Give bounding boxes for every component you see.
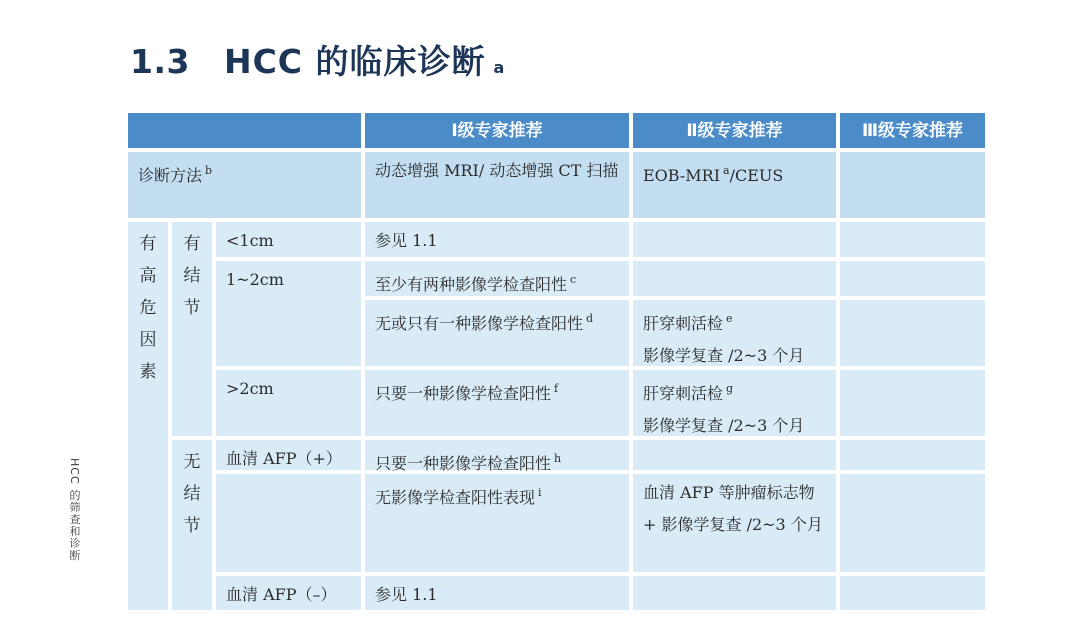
method-level3 — [840, 152, 985, 218]
followup-text: 影像学复查 /2~3 个月 — [643, 346, 805, 365]
r1to2-level1-text: 至少有两种影像学检查阳性 — [375, 275, 568, 294]
footnote-d: d — [586, 312, 594, 325]
afp-neg-level3 — [840, 576, 985, 610]
group-no-nodule-char: 无 — [183, 452, 201, 472]
method-level2 — [633, 152, 836, 218]
biopsy-text: 肝穿刺活检 — [643, 314, 724, 333]
afp-pos-level1-text: 只要一种影像学检查阳性 — [375, 454, 552, 473]
afp-neg-level1-text: 参见 1.1 — [375, 585, 438, 604]
section-number: 1.3 — [130, 42, 190, 81]
gt2cm-level1 — [365, 370, 629, 436]
afp-pos-level2 — [633, 440, 836, 470]
size-lt1cm: <1cm — [216, 222, 361, 257]
header-blank — [128, 113, 361, 148]
diagnosis-table — [128, 113, 976, 604]
afp-negative-label: 血清 AFP（–） — [226, 585, 337, 604]
lt1cm-level3 — [840, 222, 985, 257]
method-label-cell — [128, 152, 361, 218]
footnote-i: i — [538, 486, 542, 499]
r1to2b-level1 — [365, 300, 629, 366]
r1to2-level2 — [633, 261, 836, 296]
afp-neg-level1 — [365, 576, 629, 610]
gt2cm-level3 — [840, 370, 985, 436]
method-label-sup: b — [205, 164, 213, 177]
footnote-c: c — [570, 273, 577, 286]
group-nodule-char: 结 — [183, 266, 201, 286]
r1to2-level1 — [365, 261, 629, 296]
method-level2-text: EOB-MRI — [643, 166, 721, 185]
footnote-e: e — [726, 312, 733, 325]
section-title — [130, 36, 504, 86]
header-level2: Ⅱ级专家推荐 — [633, 113, 836, 148]
afp-pos-b-level1-text: 无影像学检查阳性表现 — [375, 488, 536, 507]
afp-pos-level3 — [840, 440, 985, 470]
group-high-risk-char: 素 — [139, 362, 157, 382]
group-with-nodule — [172, 222, 212, 436]
tumor-marker-text: 血清 AFP 等肿瘤标志物 + 影像学复查 /2~3 个月 — [643, 483, 823, 534]
side-running-label: HCC 的筛查和诊断 — [68, 458, 81, 562]
group-high-risk-char: 高 — [139, 266, 157, 286]
section-heading: HCC 的临床诊断 — [223, 42, 486, 81]
r1to2b-level2 — [633, 300, 836, 366]
group-high-risk — [128, 222, 168, 610]
group-no-nodule-char: 节 — [183, 516, 201, 536]
afp-pos-level1 — [365, 440, 629, 473]
title-footnote-mark: a — [493, 58, 505, 77]
r1to2b-level3 — [840, 300, 985, 366]
method-level2-sup: a — [723, 164, 730, 177]
afp-pos-size-blank — [216, 474, 361, 572]
afp-negative — [216, 576, 361, 610]
followup-text: 影像学复查 /2~3 个月 — [643, 416, 805, 435]
group-no-nodule — [172, 440, 212, 610]
group-high-risk-char: 危 — [139, 298, 157, 318]
size-1to2cm: 1~2cm — [216, 261, 361, 366]
afp-pos-b-level2 — [633, 474, 836, 572]
method-label: 诊断方法 — [138, 166, 203, 185]
gt2cm-level2 — [633, 370, 836, 436]
afp-positive: 血清 AFP（+） — [216, 440, 361, 470]
footnote-g: g — [726, 382, 734, 395]
lt1cm-level2 — [633, 222, 836, 257]
group-high-risk-char: 有 — [139, 234, 157, 254]
afp-pos-b-level3 — [840, 474, 985, 572]
group-nodule-char: 节 — [183, 298, 201, 318]
footnote-f: f — [554, 382, 559, 395]
group-nodule-char: 有 — [183, 234, 201, 254]
size-gt2cm: >2cm — [216, 370, 361, 436]
gt2cm-level1-text: 只要一种影像学检查阳性 — [375, 384, 552, 403]
lt1cm-level1: 参见 1.1 — [365, 222, 629, 257]
footnote-h: h — [554, 452, 562, 465]
r1to2-level3 — [840, 261, 985, 296]
header-level1: Ⅰ级专家推荐 — [365, 113, 629, 148]
method-level1: 动态增强 MRI/ 动态增强 CT 扫描 — [365, 152, 629, 218]
r1to2b-level1-text: 无或只有一种影像学检查阳性 — [375, 314, 584, 333]
afp-neg-level2 — [633, 576, 836, 610]
group-no-nodule-char: 结 — [183, 484, 201, 504]
method-level2-text-b: /CEUS — [729, 166, 784, 185]
afp-pos-b-level1 — [365, 474, 629, 572]
biopsy-text: 肝穿刺活检 — [643, 384, 724, 403]
group-high-risk-char: 因 — [139, 330, 157, 350]
header-level3: Ⅲ级专家推荐 — [840, 113, 985, 148]
